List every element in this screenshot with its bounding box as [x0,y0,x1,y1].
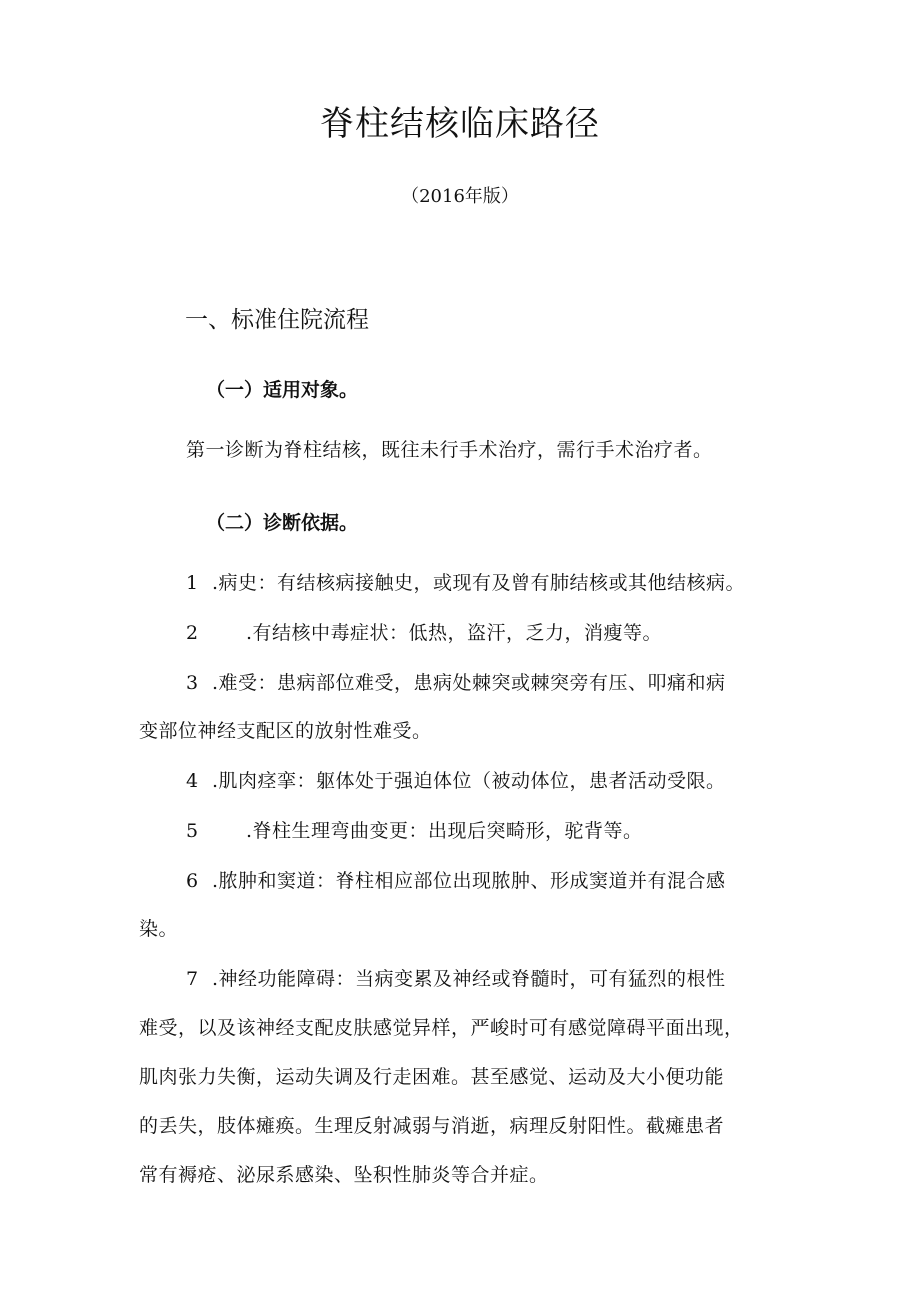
diagnosis-item-3-continuation: 变部位神经支配区的放射性难受。 [139,720,432,742]
item-number: 7 [186,968,199,990]
diagnosis-item-7-continuation: 肌肉张力失衡，运动失调及行走困难。甚至感觉、运动及大小便功能 [139,1066,725,1088]
diagnosis-item-7 [186,964,726,994]
item-text-line: .脓肿和窦道：脊柱相应部位出现脓肿、形成窦道并有混合感 [212,870,726,892]
diagnosis-item-6 [186,866,726,896]
diagnosis-item-4 [186,766,726,796]
diagnosis-item-7-continuation: 常有褥疮、泌尿系感染、坠积性肺炎等合并症。 [139,1164,549,1186]
document-edition: （2016年版） [401,186,519,207]
diagnosis-item-6-continuation: 染。 [139,918,179,940]
diagnosis-item-7-continuation: 难受，以及该神经支配皮肤感觉异样，严峻时可有感觉障碍平面出现， [139,1017,744,1039]
diagnosis-item-5 [186,816,643,846]
diagnosis-item-3 [186,668,726,698]
document-title: 脊柱结核临床路径 [320,104,600,144]
subsection-heading-diagnosis-basis: （二）诊断依据。 [206,512,359,534]
subsection-heading-applicable-subjects: （一）适用对象。 [206,379,359,401]
item-text-line: .脊柱生理弯曲变更：出现后突畸形，驼背等。 [246,820,643,842]
diagnosis-item-7-continuation: 的丢失，肢体瘫痪。生理反射减弱与消逝，病理反射阳性。截瘫患者 [139,1115,725,1137]
diagnosis-item-1 [186,568,745,598]
diagnosis-item-2 [186,618,662,648]
item-number: 2 [186,622,199,644]
item-text-line: .难受：患病部位难受，患病处棘突或棘突旁有压、叩痛和病 [212,672,726,694]
item-number: 6 [186,870,199,892]
item-number: 1 [186,572,199,594]
item-number: 3 [186,672,199,694]
item-text-line: .病史：有结核病接触史，或现有及曾有肺结核或其他结核病。 [212,572,746,594]
item-number: 5 [186,820,199,842]
item-number: 4 [186,770,199,792]
item-text-line: .有结核中毒症状：低热，盗汗，乏力，消瘦等。 [246,622,663,644]
item-text-line: .肌肉痉挛：躯体处于强迫体位（被动体位，患者活动受限。 [212,770,726,792]
applicable-subjects-text: 第一诊断为脊柱结核，既往未行手术治疗，需行手术治疗者。 [186,439,713,461]
item-text-line: .神经功能障碍：当病变累及神经或脊髓时，可有猛烈的根性 [212,968,726,990]
section-heading-standard-process: 一、标准住院流程 [185,307,369,333]
